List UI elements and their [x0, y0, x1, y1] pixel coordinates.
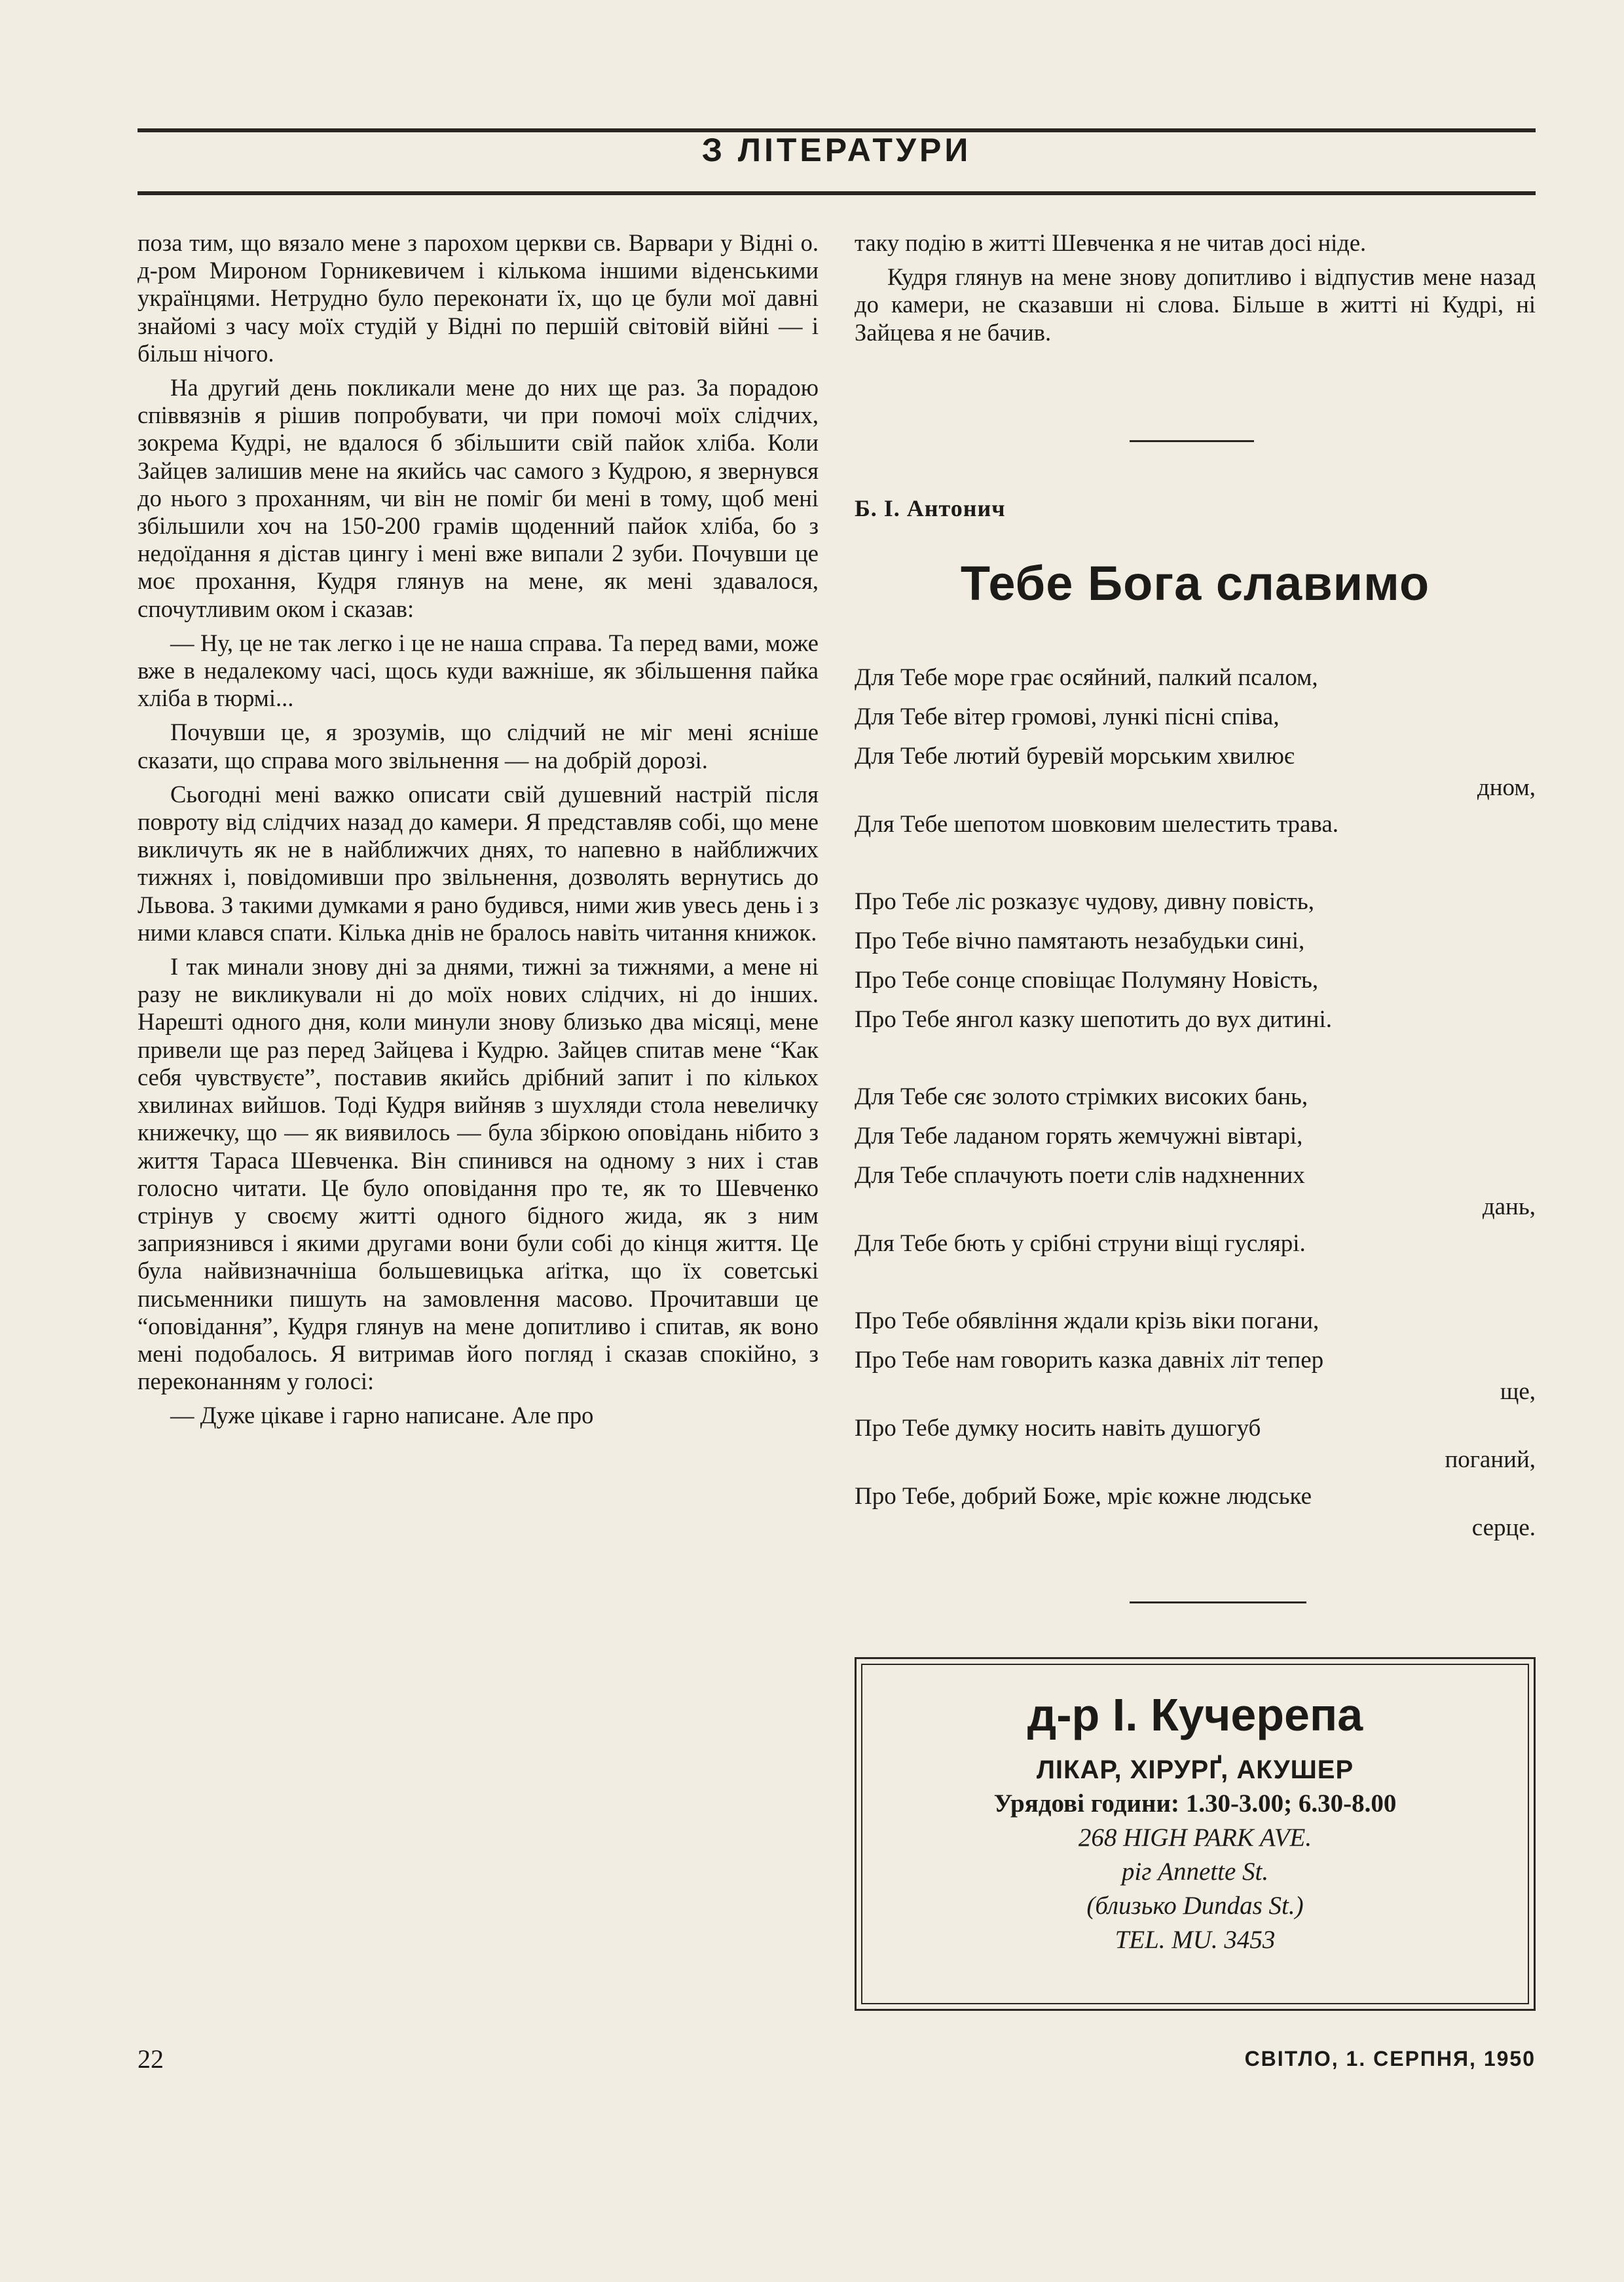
poem-line: Для Тебе бють у срібні струни віщі гуслярі.: [855, 1230, 1306, 1257]
poem-line: Про Тебе ліс розказує чудову, дивну повість,: [855, 888, 1314, 915]
paragraph: На другий день покликали мене до них ще раз. За порадою співвязнів я рішив попробувати, чи при помочі моїх слідчих, зокрема Кудрі, не вдалося б збільшити свій пайок хліба. Коли Зайцев залишив мене на якийсь час самого з Кудрою, я звернувся до нього з проханням, чи він не поміг би мені в тому, щоб мені збільшили хоч на 150-200 грамів щоденний пайок хліба, бо з недоїдання я дістав цингу і мені вже випали 2 зуби. Почувши це моє прохання, Кудря глянув на мене, як мені здавалося, спочутливим оком і сказав:: [138, 374, 819, 622]
paragraph: Почувши це, я зрозумів, що слідчий не міг мені ясніше сказати, що справа мого звільнення — на добрій дорозі.: [138, 719, 819, 774]
ad-phone: TEL. MU. 3453: [1115, 1926, 1276, 1954]
ad-address: 268 HIGH PARK AVE.: [1078, 1824, 1312, 1852]
poem-line-continuation: ще,: [1500, 1378, 1536, 1405]
divider: [1130, 1601, 1306, 1603]
left-column: [138, 229, 819, 1436]
ad-hours: Урядові години: 1.30-3.00; 6.30-8.00: [993, 1789, 1397, 1818]
poem-line-continuation: поганий,: [1445, 1446, 1536, 1473]
section-title: З ЛІТЕРАТУРИ: [701, 132, 972, 168]
poem-line: Для Тебе сяє золото стрімких високих бань,: [855, 1083, 1308, 1110]
ad-near: (близько Dundas St.): [1086, 1892, 1304, 1920]
divider: [1130, 440, 1254, 442]
poem-stanza: [855, 1301, 1536, 1545]
poem-line-continuation: дном,: [1477, 774, 1536, 801]
paragraph: — Дуже цікаве і гарно написане. Але про: [170, 1402, 594, 1429]
advertisement-box: [855, 1657, 1536, 2011]
poem-line: Про Тебе думку носить навіть душогуб: [855, 1415, 1261, 1442]
poem-line: Про Тебе, добрий Боже, мріє кожне людське: [855, 1483, 1312, 1510]
page-number: 22: [138, 2044, 164, 2074]
poem-line: Для Тебе лютий буревій морським хвилює: [855, 743, 1295, 770]
poem-line-continuation: серце.: [1471, 1514, 1536, 1541]
poem-line: Для Тебе вітер громові, лункі пісні співа,: [855, 703, 1280, 730]
right-column: [855, 229, 1536, 353]
ad-corner: ріг Annette St.: [1121, 1858, 1269, 1886]
ad-profession: ЛІКАР, ХІРУРҐ, АКУШЕР: [1036, 1755, 1354, 1784]
paragraph: Сьогодні мені важко описати свій душевний настрій після повроту від слідчих назад до камери. Я представляв собі, що мене викличуть як не в найближчих днях, то напевно в найближчих тижнях і, повідомивши про звільнення, дозволять вернутись до Львова. З такими думками я рано будився, ними жив увесь день і з ними клався спати. Кілька днів не бралось навіть читання книжок.: [138, 780, 819, 946]
poem-line: Про Тебе янгол казку шепотить до вух дитині.: [855, 1006, 1332, 1033]
poem-stanza: [855, 658, 1536, 844]
poem-line: Про Тебе обявління ждали крізь віки погани,: [855, 1307, 1320, 1334]
paragraph: поза тим, що вязало мене з парохом церкви св. Варвари у Відні о. д-ром Мироном Горникевичем і кількома іншими віденськими українцями. Нетрудно було переконати їх, що це були мої давні знайомі з часу моїх студій у Відні по першій світовій війні — і більш нічого.: [138, 229, 819, 367]
paragraph: таку подію в житті Шевченка я не читав досі ніде.: [855, 229, 1367, 256]
ad-doctor-name: д-р І. Кучерепа: [1027, 1689, 1363, 1740]
paragraph: — Ну, це не так легко і це не наша справа. Та перед вами, може вже в недалекому часі, щось куди важніше, як збільшення пайка хліба в тюрмі...: [138, 629, 819, 712]
paragraph: Кудря глянув на мене знову допитливо і відпустив мене назад до камери, не сказавши ні слова. Більше в житті ні Кудрі, ні Зайцева я не бачив.: [855, 263, 1536, 346]
poem-body: [855, 658, 1536, 1583]
poem-line-continuation: дань,: [1482, 1193, 1536, 1220]
poem-line: Для Тебе море грає осяйний, палкий псалом,: [855, 664, 1318, 691]
poem-title: Тебе Бога славимо: [960, 556, 1430, 610]
poem-line: Для Тебе сплачують поети слів надхненних: [855, 1162, 1305, 1189]
poem-line: Для Тебе шепотом шовковим шелестить трава.: [855, 811, 1339, 838]
poem-line: Для Тебе ладаном горять жемчужні вівтарі,: [855, 1123, 1303, 1150]
poem-author: Б. І. Антонич: [855, 495, 1006, 521]
poem-stanza: [855, 882, 1536, 1039]
header-rule-bottom: [138, 191, 1536, 195]
paragraph: І так минали знову дні за днями, тижні за тижнями, а мене ні разу не викликували ні до моїх нових слідчих, ні до інших. Нарешті одного дня, коли минули знову близько два місяці, мене привели ще раз перед Зайцева і Кудрю. Зайцев спитав мене “Как себя чувствуєте”, поставив якийсь дрібний запит і по кількох хвилинах вийшов. Тоді Кудря вийняв з шухляди стола невеличку книжечку, що — як виявилось — була збіркою оповідань нібито з життя Тараса Шевченка. Він спинився на одному з них і став голосно читати. Це було оповідання про те, як то Шевченко стрінув у своєму житті одного бідного жида, як з ним заприязнився і якими другами вони були собі до кінця життя. Це була найвизначніша большевицька аґітка, що їх советські письменники пишуть на замовлення масово. Прочитавши це “оповідання”, Кудря глянув на мене допитливо і спитав, як воно мені подобалось. Я витримав його погляд і сказав спокійно, з переконанням у голосі:: [138, 953, 819, 1395]
poem-line: Про Тебе сонце сповіщає Полумяну Новість,: [855, 967, 1319, 994]
poem-stanza: [855, 1077, 1536, 1263]
poem-line: Про Тебе нам говорить казка давніх літ тепер: [855, 1347, 1324, 1374]
poem-line: Про Тебе вічно памятають незабудьки сині,: [855, 927, 1305, 954]
publication-info: СВІТЛО, 1. СЕРПНЯ, 1950: [1244, 2047, 1536, 2070]
